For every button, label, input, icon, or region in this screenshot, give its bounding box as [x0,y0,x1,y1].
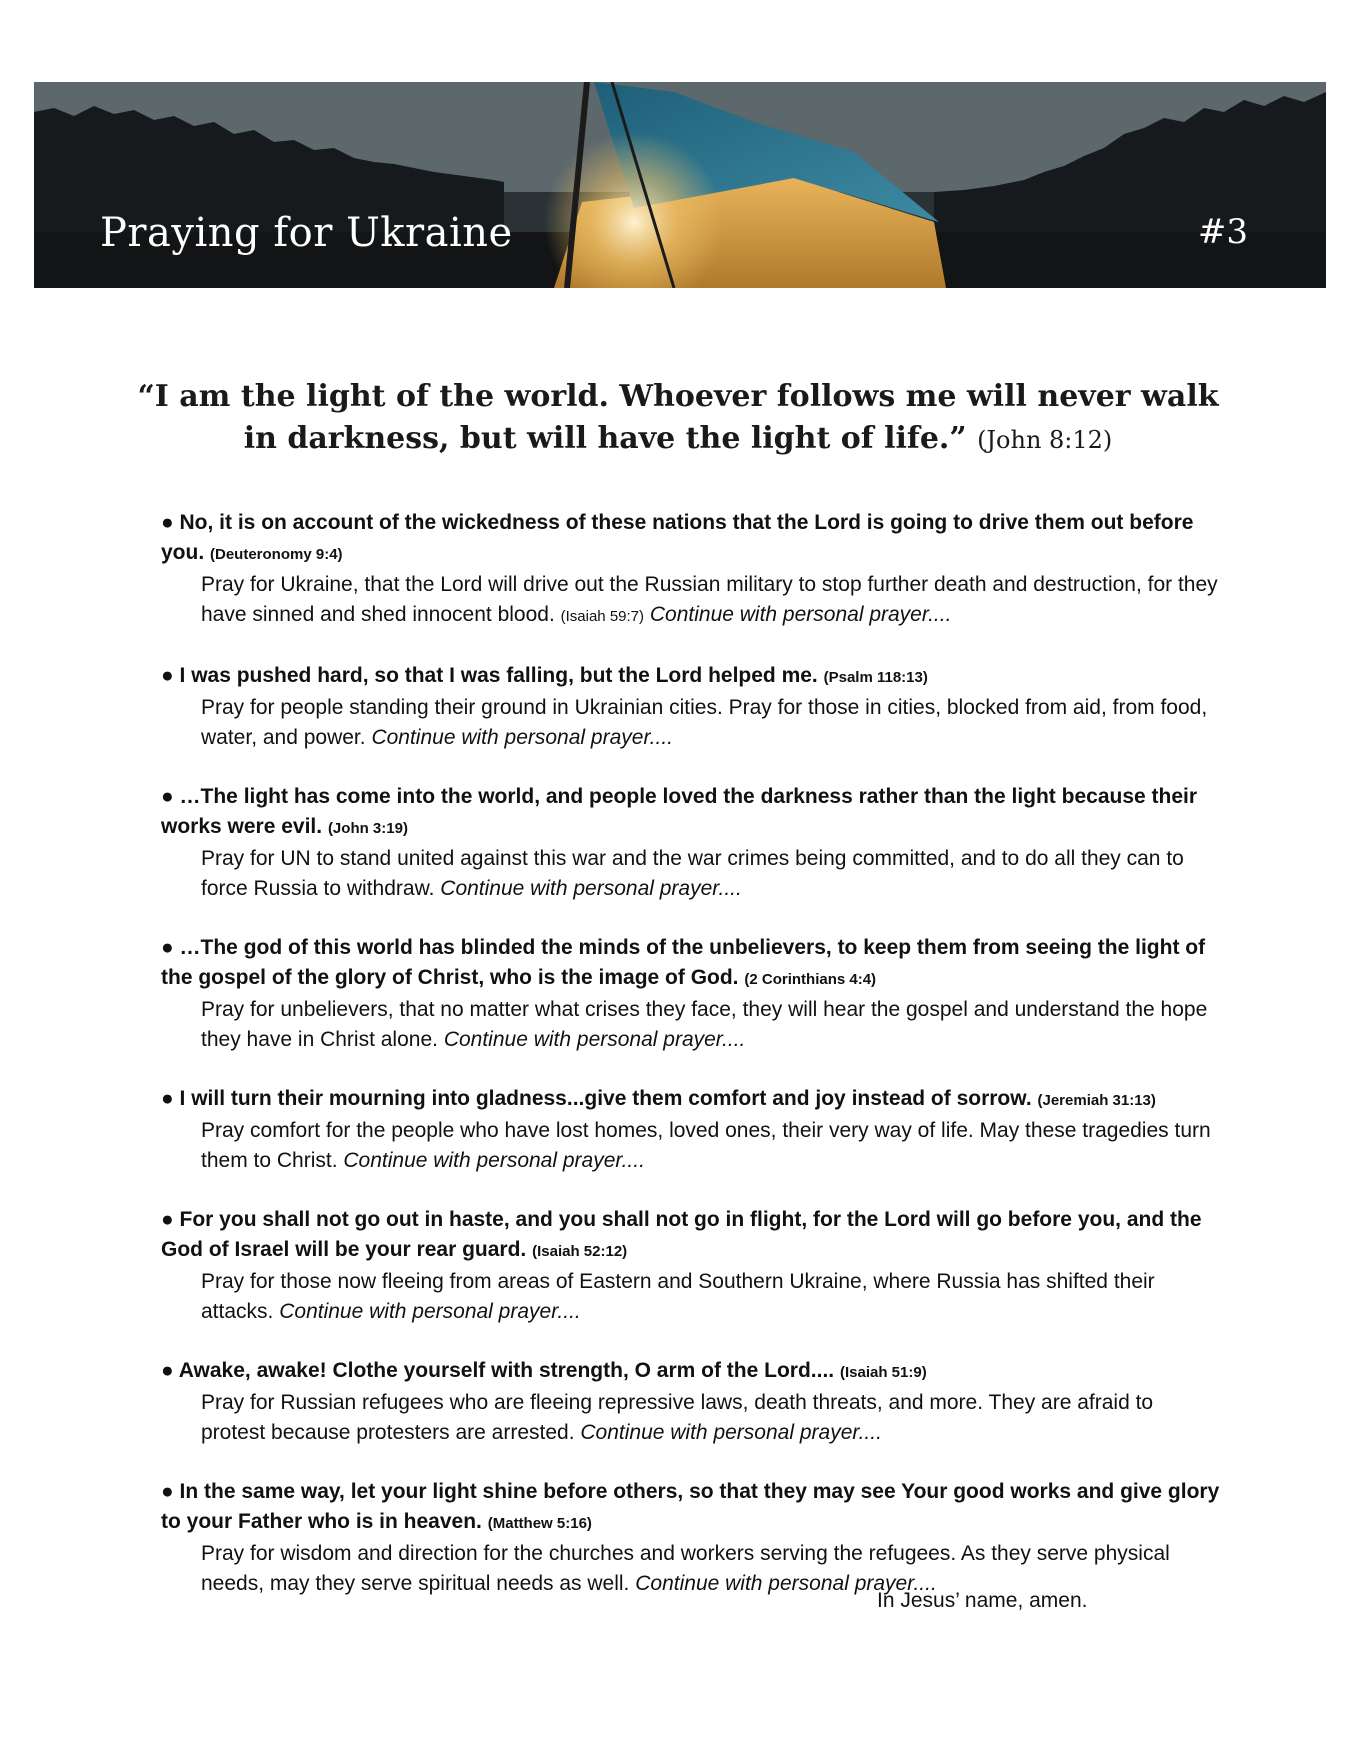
prayer-text [161,1116,1221,1176]
prayer-text [161,1388,1221,1448]
prayer-body: Pray for Russian refugees who are fleeing repressive laws, death threats, and more. They are afraid to protest because protesters are arrested. [201,1391,1154,1444]
scripture-line [161,933,1221,995]
scripture-text: ● I will turn their mourning into gladness...give them comfort and joy instead of sorrow. [161,1087,1032,1110]
scripture-reference: (Isaiah 52:12) [532,1243,628,1260]
continue-prompt: Continue with personal prayer.... [371,726,673,749]
scripture-reference: (Isaiah 51:9) [839,1364,927,1381]
prayer-item [161,1205,1221,1327]
scripture-line [161,661,1221,693]
prayer-body: Pray for UN to stand united against this war and the war crimes being committed, and to do all they can to force Russia to withdraw. [201,847,1184,900]
scripture-text: ● …The god of this world has blinded the minds of the unbelievers, to keep them from seeing the light of the gospel of the glory of Christ, who is the image of God. [161,936,1206,989]
prayer-reference: (Isaiah 59:7) [560,608,645,625]
prayer-item [161,508,1221,632]
scripture-line [161,508,1221,570]
scripture-text: ● …The light has come into the world, and people loved the darkness rather than the light because their works were evil. [161,785,1198,838]
header-banner [34,82,1326,288]
scripture-line [161,1084,1221,1116]
scripture-reference: (John 3:19) [327,820,408,837]
continue-prompt: Continue with personal prayer.... [580,1421,882,1444]
featured-verse-reference: (John 8:12) [977,426,1113,454]
scripture-text: ● In the same way, let your light shine before others, so that they may see Your good works and give glory to your Father who is in heaven. [161,1480,1220,1533]
scripture-line [161,1205,1221,1267]
prayer-text [161,693,1221,753]
scripture-line [161,782,1221,844]
featured-verse-text: “I am the light of the world. Whoever follows me will never walk in darkness, but will have the light of life.” [137,379,1219,456]
scripture-text: ● Awake, awake! Clothe yourself with strength, O arm of the Lord.... [161,1359,835,1382]
continue-prompt: Continue with personal prayer.... [440,877,742,900]
scripture-line [161,1477,1221,1539]
scripture-line [161,1356,1221,1388]
continue-prompt: Continue with personal prayer.... [649,603,952,626]
prayer-body: Pray comfort for the people who have lost homes, loved ones, their very way of life. May these tragedies turn them to Christ. [201,1119,1211,1172]
prayer-body: Pray for unbelievers, that no matter what crises they face, they will hear the gospel and understand the hope they have in Christ alone. [201,998,1208,1051]
scripture-reference: (Jeremiah 31:13) [1037,1092,1156,1109]
prayer-item [161,933,1221,1055]
prayer-body: Pray for Ukraine, that the Lord will drive out the Russian military to stop further death and destruction, for they have sinned and shed innocent blood. [201,573,1218,626]
prayer-text [161,570,1221,632]
prayer-item [161,661,1221,753]
flag-landscape-image [34,82,1326,288]
prayer-body: Pray for those now fleeing from areas of Eastern and Southern Ukraine, where Russia has shifted their attacks. [201,1270,1155,1323]
scripture-text: ● I was pushed hard, so that I was falling, but the Lord helped me. [161,664,818,687]
prayer-list [161,508,1221,1628]
page-title: Praying for Ukraine [100,210,513,256]
issue-number: #3 [1197,212,1248,252]
scripture-text: ● No, it is on account of the wickedness of these nations that the Lord is going to drive them out before you. [161,511,1194,564]
prayer-text [161,1267,1221,1327]
scripture-reference: (Deuteronomy 9:4) [210,546,343,563]
prayer-body: Pray for people standing their ground in Ukrainian cities. Pray for those in cities, blocked from aid, from food, water, and power. [201,696,1208,749]
prayer-text [161,844,1221,904]
scripture-reference: (Matthew 5:16) [487,1515,592,1532]
prayer-item [161,782,1221,904]
scripture-reference: (2 Corinthians 4:4) [744,971,877,988]
continue-prompt: Continue with personal prayer.... [343,1149,645,1172]
continue-prompt: Continue with personal prayer.... [443,1028,746,1051]
prayer-item [161,1477,1221,1599]
closing-line: In Jesus’ name, amen. [877,1589,1088,1612]
continue-prompt: Continue with personal prayer.... [279,1300,581,1323]
scripture-text: ● For you shall not go out in haste, and you shall not go in flight, for the Lord will go before you, and the God of Israel will be your rear guard. [161,1208,1202,1261]
prayer-item [161,1084,1221,1176]
prayer-text [161,995,1221,1055]
scripture-reference: (Psalm 118:13) [823,669,928,686]
featured-verse [120,376,1236,461]
prayer-body: Pray for wisdom and direction for the churches and workers serving the refugees. As they serve physical needs, may they serve spiritual needs as well. [201,1542,1170,1595]
prayer-item [161,1356,1221,1448]
continue-prompt: Continue with personal prayer.... [635,1572,937,1595]
